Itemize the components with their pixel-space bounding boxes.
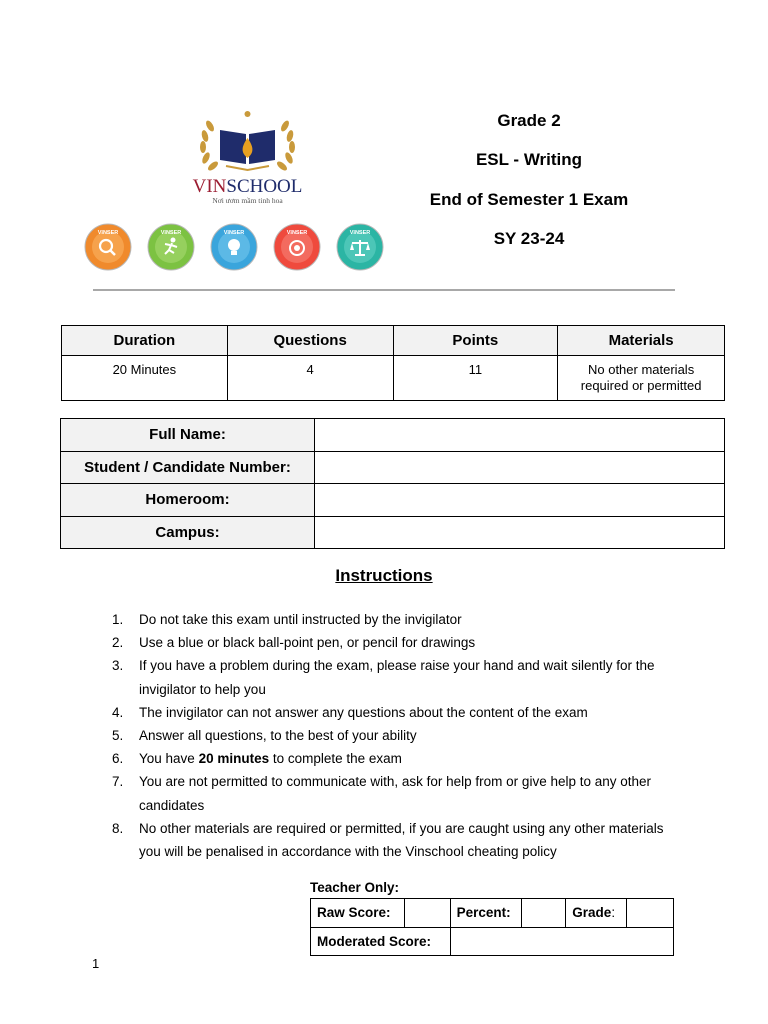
logo-school-text: SCHOOL xyxy=(226,176,303,197)
exam-info-header-row xyxy=(62,326,725,356)
item-number: 5. xyxy=(112,728,124,744)
list-item xyxy=(112,817,672,863)
table-row xyxy=(61,451,725,484)
grade-label: Grade xyxy=(572,905,612,921)
page-number: 1 xyxy=(92,956,100,971)
points-header: Points xyxy=(393,326,558,356)
duration-value: 20 Minutes xyxy=(62,356,228,401)
candidate-number-field[interactable] xyxy=(315,451,725,484)
svg-text:VINSCHOOL xyxy=(193,176,303,197)
homeroom-field[interactable] xyxy=(315,484,725,517)
moderated-score-field[interactable] xyxy=(450,927,673,956)
full-name-field[interactable] xyxy=(315,419,725,452)
grade-colon: : xyxy=(611,905,616,921)
full-name-label: Full Name: xyxy=(61,419,315,452)
svg-text:VINSER: VINSER xyxy=(97,230,119,236)
vinschool-logo xyxy=(190,108,305,208)
item-number: 1. xyxy=(112,612,124,627)
instructions-heading: Instructions xyxy=(335,566,433,585)
raw-score-label: Raw Score: xyxy=(311,899,405,928)
questions-header: Questions xyxy=(227,326,393,356)
item-number: 6. xyxy=(112,751,124,767)
percent-field[interactable] xyxy=(521,899,566,928)
list-item xyxy=(112,654,672,700)
school-year-title: SY 23-24 xyxy=(493,229,565,248)
item-text: No other materials are required or permitted, if you are caught using any other materials you will be penalised in accordance with the Vinschool cheating policy xyxy=(139,820,664,860)
item-text: Use a blue or black ball-point pen, or pencil for drawings xyxy=(139,635,476,651)
item-number: 4. xyxy=(112,704,124,720)
lightbulb-icon xyxy=(210,223,258,271)
value-badges xyxy=(84,223,384,273)
materials-header: Materials xyxy=(558,326,725,356)
exam-info-table xyxy=(61,325,725,401)
instructions-list xyxy=(112,608,672,863)
exam-name-title: End of Semester 1 Exam xyxy=(429,190,629,209)
table-row xyxy=(61,484,725,517)
svg-text:VINSER: VINSER xyxy=(286,230,308,236)
item-text: The invigilator can not answer any questions about the content of the exam xyxy=(139,704,588,720)
svg-text:VINSER: VINSER xyxy=(160,230,182,236)
list-item xyxy=(112,608,672,631)
item-text: Answer all questions, to the best of your ability xyxy=(139,728,417,744)
grade-label-cell xyxy=(566,899,627,928)
item-text: You are not permitted to communicate with, ask for help from or give help to any other candidates xyxy=(139,774,652,813)
svg-text:VINSER: VINSER xyxy=(223,230,245,236)
teacher-score-table xyxy=(310,898,674,956)
logo-vin-text: VIN xyxy=(192,176,227,197)
magnifier-icon xyxy=(84,223,132,271)
item-text: If you have a problem during the exam, please raise your hand and wait silently for the invigilator to help you xyxy=(139,658,655,697)
item-number: 7. xyxy=(112,774,124,790)
campus-label: Campus: xyxy=(61,516,315,549)
exam-info-value-row xyxy=(62,356,725,401)
list-item xyxy=(112,770,672,816)
list-item xyxy=(112,701,672,724)
points-value: 11 xyxy=(393,356,558,401)
target-icon xyxy=(273,223,321,271)
item-number: 3. xyxy=(112,658,124,674)
raw-score-field[interactable] xyxy=(404,899,450,928)
header-divider xyxy=(93,289,675,291)
item-text-bold: 20 minutes xyxy=(198,751,270,767)
percent-label: Percent: xyxy=(450,899,521,928)
campus-field[interactable] xyxy=(315,516,725,549)
subject-title: ESL - Writing xyxy=(475,150,583,169)
list-item xyxy=(112,724,672,747)
table-row xyxy=(311,899,674,928)
list-item xyxy=(112,631,672,654)
grade-field[interactable] xyxy=(627,899,674,928)
table-row xyxy=(311,927,674,956)
teacher-only-label: Teacher Only: xyxy=(310,880,400,895)
duration-header: Duration xyxy=(62,326,228,356)
logo-tagline: Nơi ươm mầm tinh hoa xyxy=(212,196,283,205)
scales-icon xyxy=(336,223,384,271)
open-book-icon xyxy=(220,130,275,170)
homeroom-label: Homeroom: xyxy=(61,484,315,517)
list-item xyxy=(112,747,672,770)
item-text: Do not take this exam until instructed by the invigilator xyxy=(139,612,462,627)
materials-value: No other materials required or permitted xyxy=(558,356,725,401)
item-number: 8. xyxy=(112,820,124,836)
item-text-before: You have xyxy=(139,751,199,767)
table-row xyxy=(61,419,725,452)
table-row xyxy=(61,516,725,549)
item-text-after: to complete the exam xyxy=(269,751,402,767)
item-number: 2. xyxy=(112,635,124,651)
runner-icon xyxy=(147,223,195,271)
moderated-score-label: Moderated Score: xyxy=(311,927,451,956)
candidate-number-label: Student / Candidate Number: xyxy=(61,451,315,484)
grade-title: Grade 2 xyxy=(497,111,561,130)
svg-text:VINSER: VINSER xyxy=(349,230,371,236)
student-details-table xyxy=(60,418,725,549)
questions-value: 4 xyxy=(227,356,393,401)
